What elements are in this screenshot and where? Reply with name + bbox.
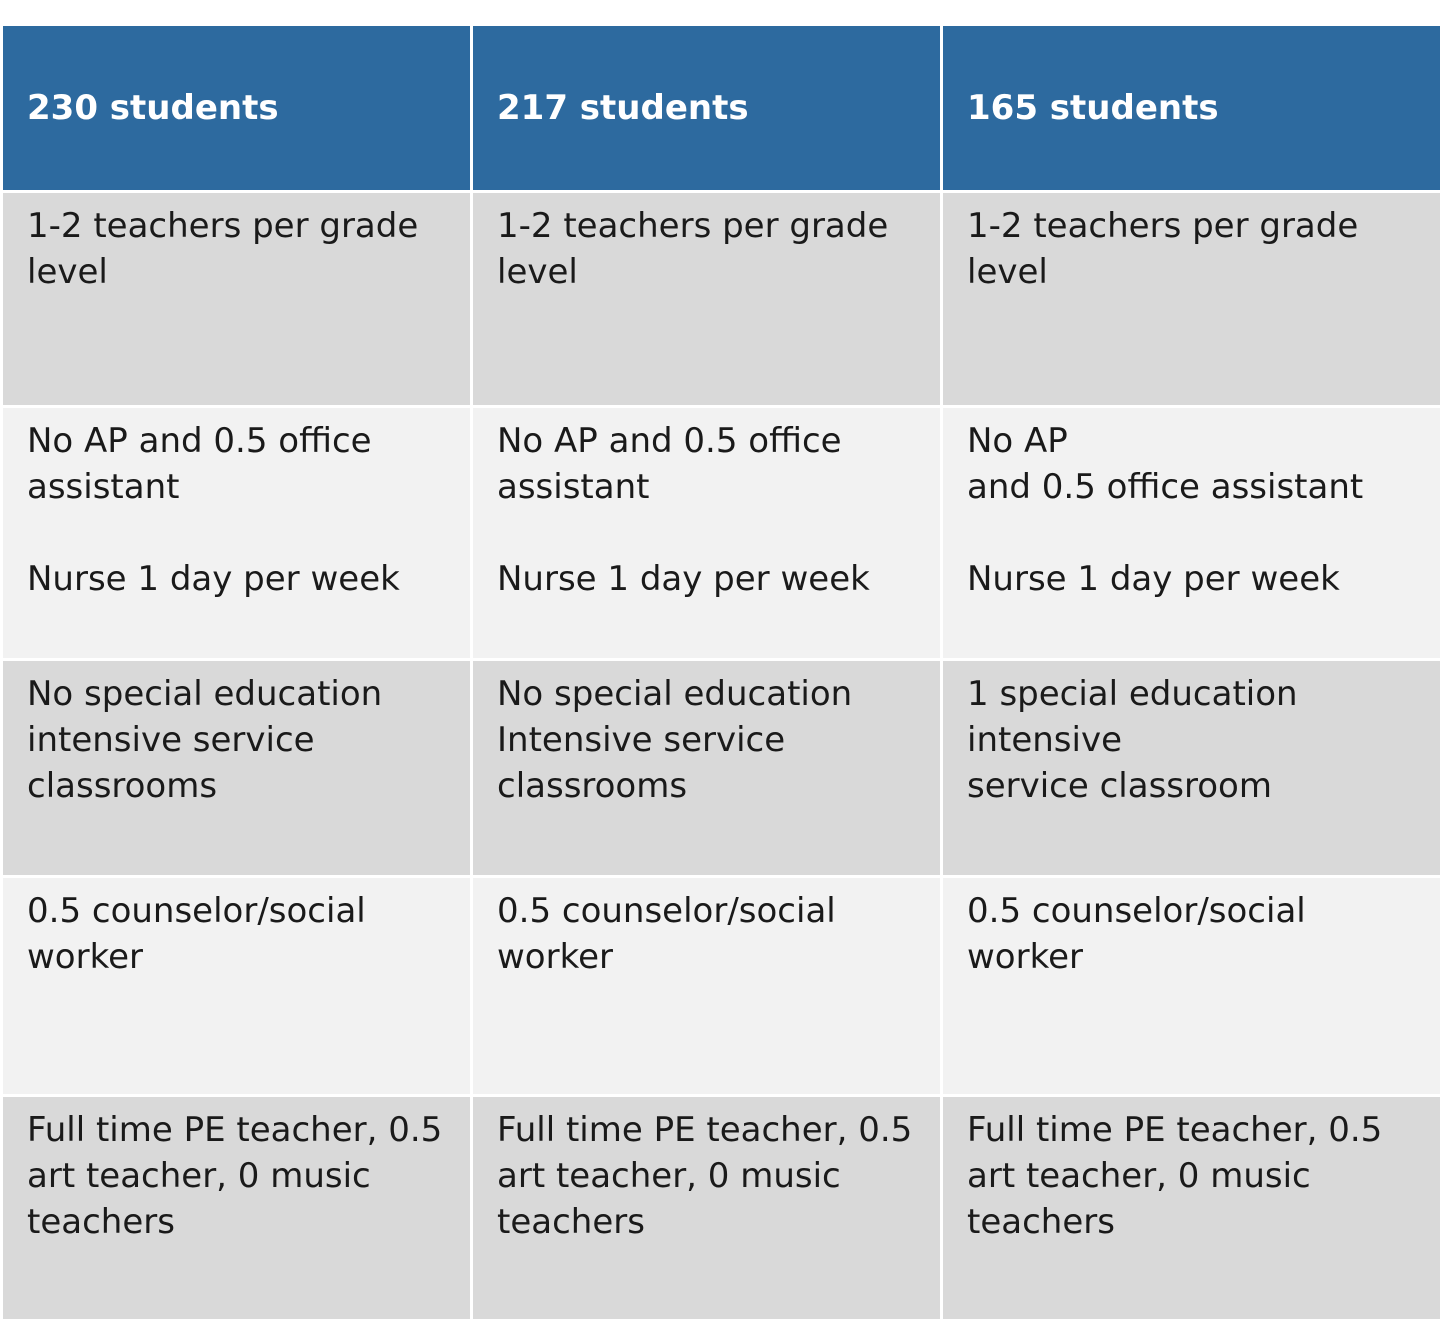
table-cell	[2, 407, 472, 660]
table-cell	[2, 1096, 472, 1321]
cell-text: No AP and 0.5 office assistant	[497, 421, 853, 507]
table-row-counselor	[2, 877, 1442, 1096]
staffing-comparison-table	[0, 23, 1443, 1322]
table-cell	[942, 407, 1442, 660]
table-row-office-nurse	[2, 407, 1442, 660]
cell-text: 0.5 counselor/social worker	[497, 891, 847, 977]
paragraph-gap	[497, 510, 926, 556]
cell-text: No special education Intensive service classrooms	[497, 674, 864, 806]
cell-text: Nurse 1 day per week	[967, 559, 1340, 599]
header-cell-school-2: 217 students	[472, 25, 942, 192]
paragraph-gap	[27, 510, 456, 556]
cell-text: 1-2 teachers per grade level	[967, 206, 1370, 292]
table-cell	[2, 877, 472, 1096]
table-cell	[472, 407, 942, 660]
cell-text: Nurse 1 day per week	[497, 559, 870, 599]
paragraph-gap	[967, 510, 1426, 556]
table-row-special-education	[2, 660, 1442, 877]
table-row-specials	[2, 1096, 1442, 1321]
cell-text: No AP	[967, 421, 1068, 461]
cell-text: No AP and 0.5 office assistant	[27, 421, 383, 507]
cell-text: 0.5 counselor/social worker	[27, 891, 377, 977]
table-cell	[942, 1096, 1442, 1321]
header-cell-school-1: 230 students	[2, 25, 472, 192]
cell-text: and 0.5 office assistant	[967, 467, 1364, 507]
cell-text: 0.5 counselor/social worker	[967, 891, 1317, 977]
cell-text: No special education intensive service classrooms	[27, 674, 394, 806]
table-cell	[942, 877, 1442, 1096]
cell-text: Nurse 1 day per week	[27, 559, 400, 599]
table-cell	[2, 660, 472, 877]
cell-text: Full time PE teacher, 0.5 art teacher, 0 music teachers	[497, 1110, 924, 1242]
table-cell	[2, 192, 472, 407]
table-cell	[472, 877, 942, 1096]
staffing-comparison-table-wrapper	[0, 23, 1440, 1322]
header-row	[2, 25, 1442, 192]
table-cell	[472, 1096, 942, 1321]
table-cell	[942, 660, 1442, 877]
table-cell	[472, 660, 942, 877]
cell-text: Full time PE teacher, 0.5 art teacher, 0 music teachers	[27, 1110, 454, 1242]
header-cell-school-3: 165 students	[942, 25, 1442, 192]
table-cell	[942, 192, 1442, 407]
cell-text: 1 special education intensive	[967, 674, 1309, 760]
cell-text: Full time PE teacher, 0.5 art teacher, 0 music teachers	[967, 1110, 1394, 1242]
cell-text: 1-2 teachers per grade level	[27, 206, 430, 292]
cell-text: 1-2 teachers per grade level	[497, 206, 900, 292]
cell-text: service classroom	[967, 766, 1272, 806]
table-row-teachers	[2, 192, 1442, 407]
table-cell	[472, 192, 942, 407]
